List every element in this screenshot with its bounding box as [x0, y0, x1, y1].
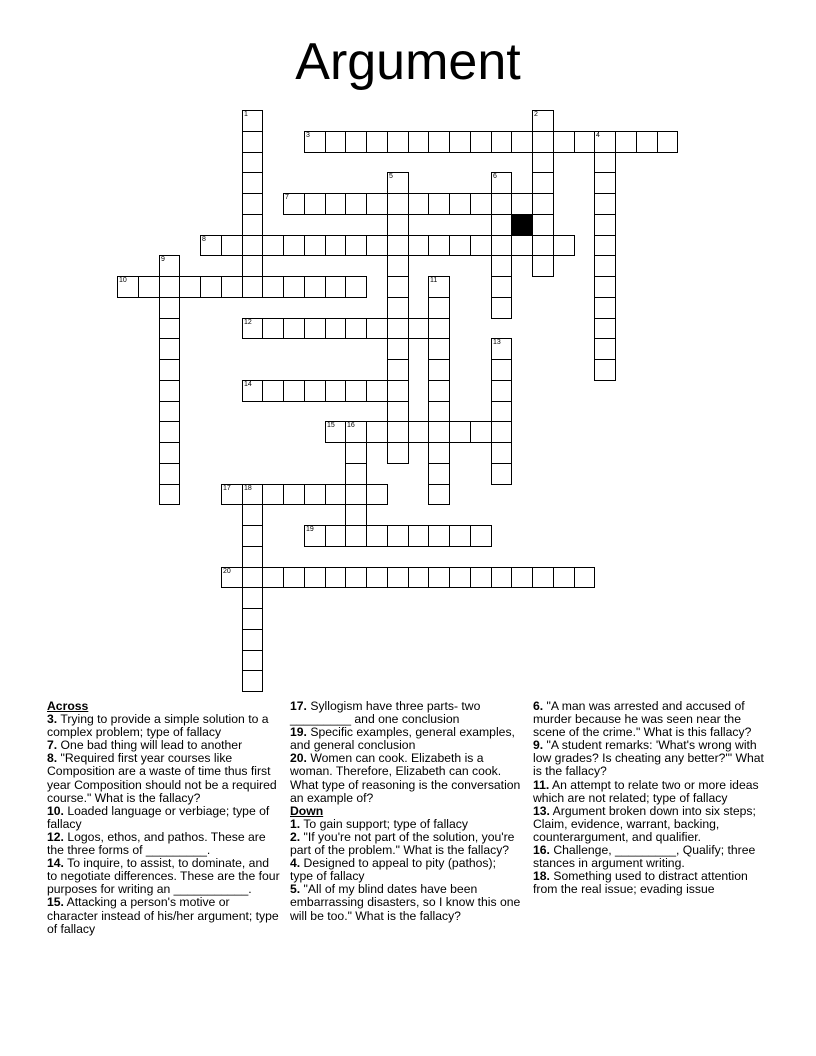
- clue-item: [533, 844, 771, 870]
- grid-cell[interactable]: [283, 380, 305, 402]
- grid-cell[interactable]: [325, 235, 346, 256]
- grid-cell[interactable]: [345, 276, 367, 298]
- grid-cell[interactable]: [491, 359, 512, 381]
- grid-cell[interactable]: [615, 131, 637, 153]
- across-heading: Across: [47, 699, 89, 713]
- clue-item: [290, 831, 522, 857]
- grid-cell[interactable]: [387, 421, 409, 443]
- grid-cell[interactable]: [428, 421, 450, 443]
- grid-cell[interactable]: [221, 567, 243, 588]
- clue-number: 19: [306, 526, 314, 533]
- clue-item-text: Women can cook. Elizabeth is a woman. Therefore, Elizabeth can cook. What type of reasoning is the conversation an example of?: [290, 751, 521, 805]
- grid-cell[interactable]: [491, 338, 512, 360]
- grid-cell[interactable]: [242, 546, 263, 568]
- grid-cell[interactable]: [594, 235, 616, 256]
- clue-item-text: Challenge, _________, Qualify; three stances in argument writing.: [533, 843, 756, 871]
- clue-item: [47, 805, 280, 831]
- grid-cell[interactable]: [325, 131, 346, 153]
- black-square: [511, 214, 533, 236]
- clue-number: 1: [244, 111, 248, 118]
- clue-item-number: 7.: [47, 738, 58, 753]
- grid-cell[interactable]: [491, 193, 512, 215]
- clue-number: 12: [244, 319, 252, 326]
- clue-item: [290, 752, 522, 804]
- grid-cell[interactable]: [159, 401, 180, 422]
- grid-cell[interactable]: [553, 235, 575, 256]
- grid-cell[interactable]: [594, 338, 616, 360]
- grid-cell[interactable]: [221, 276, 243, 298]
- grid-cell[interactable]: [657, 131, 678, 153]
- clue-item: [290, 883, 522, 922]
- clue-item-text: To inquire, to assist, to dominate, and to negotiate differences. These are the four purposes for writing an ___________.: [47, 856, 280, 897]
- clue-item-text: Loaded language or verbiage; type of fallacy: [47, 803, 270, 831]
- grid-cell[interactable]: [262, 276, 284, 298]
- grid-cell[interactable]: [428, 442, 450, 464]
- clue-number: 16: [347, 422, 355, 429]
- grid-cell[interactable]: [345, 318, 367, 339]
- puzzle-title: Argument: [295, 33, 521, 91]
- clue-item: [47, 896, 280, 935]
- grid-cell[interactable]: [387, 567, 409, 588]
- grid-cell[interactable]: [262, 567, 284, 588]
- grid-cell[interactable]: [428, 338, 450, 360]
- grid-cell[interactable]: [491, 172, 512, 194]
- grid-cell[interactable]: [428, 380, 450, 402]
- grid-cell[interactable]: [325, 193, 346, 215]
- clue-item: [47, 857, 280, 896]
- clue-number: 14: [244, 381, 252, 388]
- grid-cell[interactable]: [491, 214, 512, 236]
- clue-number: 15: [327, 422, 335, 429]
- clue-item: [47, 713, 280, 739]
- grid-cell[interactable]: [242, 629, 263, 651]
- grid-cell[interactable]: [387, 214, 409, 236]
- grid-cell[interactable]: [242, 193, 263, 215]
- clue-item-number: 4.: [290, 856, 301, 871]
- grid-cell[interactable]: [159, 484, 180, 505]
- grid-cell[interactable]: [532, 214, 554, 236]
- grid-cell[interactable]: [304, 235, 326, 256]
- clue-number: 11: [430, 277, 438, 284]
- grid-cell[interactable]: [283, 318, 305, 339]
- clue-item-number: 9.: [533, 738, 544, 753]
- grid-cell[interactable]: [532, 235, 554, 256]
- grid-cell[interactable]: [532, 152, 554, 173]
- grid-cell[interactable]: [449, 235, 471, 256]
- grid-cell[interactable]: [574, 131, 595, 153]
- grid-cell[interactable]: [304, 380, 326, 402]
- grid-cell[interactable]: [428, 359, 450, 381]
- grid-cell[interactable]: [387, 172, 409, 194]
- clue-item-number: 10.: [47, 803, 64, 818]
- grid-cell[interactable]: [304, 525, 326, 547]
- grid-cell[interactable]: [242, 276, 263, 298]
- clue-number: 3: [306, 132, 310, 139]
- grid-cell[interactable]: [242, 110, 263, 132]
- grid-cell[interactable]: [387, 380, 409, 402]
- grid-cell[interactable]: [159, 297, 180, 319]
- clue-item: [290, 700, 522, 726]
- grid-cell[interactable]: [325, 421, 346, 443]
- grid-cell[interactable]: [428, 193, 450, 215]
- clue-item-number: 2.: [290, 829, 301, 844]
- grid-cell[interactable]: [283, 276, 305, 298]
- grid-cell[interactable]: [325, 380, 346, 402]
- clue-number: 8: [202, 236, 206, 243]
- grid-cell[interactable]: [159, 318, 180, 339]
- grid-cell[interactable]: [221, 235, 243, 256]
- clue-item-number: 12.: [47, 829, 64, 844]
- grid-cell[interactable]: [491, 380, 512, 402]
- grid-cell[interactable]: [242, 608, 263, 630]
- grid-cell[interactable]: [242, 504, 263, 526]
- grid-cell[interactable]: [491, 567, 512, 588]
- grid-cell[interactable]: [138, 276, 160, 298]
- grid-cell[interactable]: [428, 484, 450, 505]
- grid-cell[interactable]: [262, 235, 284, 256]
- clue-item-number: 8.: [47, 751, 58, 766]
- clue-item-number: 13.: [533, 803, 550, 818]
- grid-cell[interactable]: [325, 525, 346, 547]
- grid-cell[interactable]: [366, 193, 388, 215]
- grid-cell[interactable]: [387, 338, 409, 360]
- clue-item-text: Specific examples, general examples, and general conclusion: [290, 725, 515, 753]
- grid-cell[interactable]: [366, 380, 388, 402]
- clue-item-number: 15.: [47, 895, 64, 910]
- grid-cell[interactable]: [491, 297, 512, 319]
- clue-item-number: 18.: [533, 869, 550, 884]
- grid-cell[interactable]: [594, 255, 616, 277]
- grid-cell[interactable]: [428, 297, 450, 319]
- grid-cell[interactable]: [366, 421, 388, 443]
- clue-item-text: "All of my blind dates have been embarrassing disasters, so I know this one will be too." What is the fallacy?: [290, 882, 521, 923]
- clue-item-text: Argument broken down into six steps; Claim, evidence, warrant, backing, counterargument, and qualifier.: [533, 803, 756, 844]
- grid-cell[interactable]: [345, 442, 367, 464]
- grid-cell[interactable]: [325, 276, 346, 298]
- grid-cell[interactable]: [428, 131, 450, 153]
- clue-item-text: One bad thing will lead to another: [57, 738, 243, 753]
- clue-item: [533, 870, 771, 896]
- grid-cell[interactable]: [304, 276, 326, 298]
- grid-cell[interactable]: [408, 318, 429, 339]
- grid-cell[interactable]: [345, 131, 367, 153]
- grid-cell[interactable]: [159, 338, 180, 360]
- grid-cell[interactable]: [387, 255, 409, 277]
- grid-cell[interactable]: [594, 276, 616, 298]
- grid-cell[interactable]: [532, 567, 554, 588]
- grid-cell[interactable]: [491, 235, 512, 256]
- grid-cell[interactable]: [574, 567, 595, 588]
- clue-item-number: 17.: [290, 699, 307, 713]
- clue-number: 10: [119, 277, 127, 284]
- grid-cell[interactable]: [262, 484, 284, 505]
- clue-item-text: Trying to provide a simple solution to a complex problem; type of fallacy: [47, 712, 269, 740]
- grid-cell[interactable]: [449, 525, 471, 547]
- clue-item-text: "A student remarks: 'What's wrong with low grades? Is cheating any better?'" What is the fallacy?: [533, 738, 764, 779]
- grid-cell[interactable]: [491, 255, 512, 277]
- clue-column-3: [533, 700, 771, 896]
- clue-item: [290, 726, 522, 752]
- grid-cell[interactable]: [159, 463, 180, 485]
- clue-item: [533, 739, 771, 778]
- grid-cell[interactable]: [345, 504, 367, 526]
- grid-cell[interactable]: [491, 276, 512, 298]
- grid-cell[interactable]: [449, 131, 471, 153]
- grid-cell[interactable]: [449, 421, 471, 443]
- grid-cell[interactable]: [345, 484, 367, 505]
- grid-cell[interactable]: [428, 235, 450, 256]
- clue-number: 17: [223, 485, 231, 492]
- grid-cell[interactable]: [408, 131, 429, 153]
- grid-cell[interactable]: [345, 525, 367, 547]
- grid-cell[interactable]: [532, 131, 554, 153]
- grid-cell[interactable]: [345, 380, 367, 402]
- grid-cell[interactable]: [387, 297, 409, 319]
- grid-cell[interactable]: [594, 297, 616, 319]
- grid-cell[interactable]: [387, 359, 409, 381]
- grid-cell[interactable]: [242, 525, 263, 547]
- clue-item-text: "If you're not part of the solution, you're part of the problem." What is the fallacy?: [290, 829, 515, 858]
- grid-cell[interactable]: [304, 131, 326, 153]
- clue-item-number: 6.: [533, 699, 544, 713]
- grid-cell[interactable]: [242, 131, 263, 153]
- grid-cell[interactable]: [283, 235, 305, 256]
- clue-item-number: 5.: [290, 882, 301, 897]
- grid-cell[interactable]: [283, 193, 305, 215]
- grid-cell[interactable]: [366, 318, 388, 339]
- clue-column-1: [47, 700, 280, 936]
- clue-item-number: 16.: [533, 843, 550, 858]
- grid-cell[interactable]: [345, 421, 367, 443]
- grid-cell[interactable]: [408, 525, 429, 547]
- grid-cell[interactable]: [532, 110, 554, 132]
- grid-cell[interactable]: [345, 463, 367, 485]
- grid-cell[interactable]: [428, 567, 450, 588]
- clue-item-text: Something used to distract attention from the real issue; evading issue: [533, 869, 748, 897]
- grid-cell[interactable]: [408, 421, 429, 443]
- grid-cell[interactable]: [470, 235, 492, 256]
- grid-cell[interactable]: [594, 193, 616, 215]
- clue-column-2: [290, 700, 522, 923]
- clue-item-text: Syllogism have three parts- two _________ and one conclusion: [290, 699, 481, 727]
- grid-cell[interactable]: [325, 484, 346, 505]
- down-heading: Down: [290, 803, 324, 818]
- clue-item-number: 19.: [290, 725, 307, 740]
- grid-cell[interactable]: [345, 235, 367, 256]
- clue-item-text: To gain support; type of fallacy: [300, 816, 468, 831]
- grid-cell[interactable]: [366, 525, 388, 547]
- grid-cell[interactable]: [242, 214, 263, 236]
- clue-item-text: "A man was arrested and accused of murder because he was seen near the scene of the crime." What is this fallacy?: [533, 699, 752, 740]
- grid-cell[interactable]: [511, 131, 533, 153]
- grid-cell[interactable]: [387, 193, 409, 215]
- grid-cell[interactable]: [491, 442, 512, 464]
- grid-cell[interactable]: [532, 255, 554, 277]
- grid-cell[interactable]: [594, 131, 616, 153]
- grid-cell[interactable]: [511, 193, 533, 215]
- grid-cell[interactable]: [366, 235, 388, 256]
- grid-cell[interactable]: [387, 235, 409, 256]
- grid-cell[interactable]: [470, 567, 492, 588]
- clue-number: 13: [493, 339, 501, 346]
- grid-cell[interactable]: [159, 421, 180, 443]
- grid-cell[interactable]: [428, 525, 450, 547]
- grid-cell[interactable]: [387, 276, 409, 298]
- clue-item-text: An attempt to relate two or more ideas which are not related; type of fallacy: [533, 777, 759, 805]
- grid-cell[interactable]: [491, 421, 512, 443]
- clue-item-number: 14.: [47, 856, 64, 871]
- grid-cell[interactable]: [200, 235, 222, 256]
- grid-cell[interactable]: [532, 193, 554, 215]
- grid-cell[interactable]: [594, 318, 616, 339]
- clue-number: 20: [223, 568, 231, 575]
- grid-cell[interactable]: [242, 318, 263, 339]
- clue-number: 7: [285, 194, 289, 201]
- grid-cell[interactable]: [117, 276, 139, 298]
- clue-item: [533, 700, 771, 739]
- grid-cell[interactable]: [387, 401, 409, 422]
- grid-cell[interactable]: [242, 255, 263, 277]
- grid-cell[interactable]: [366, 484, 388, 505]
- grid-cell[interactable]: [470, 131, 492, 153]
- grid-cell[interactable]: [408, 193, 429, 215]
- grid-cell[interactable]: [511, 567, 533, 588]
- grid-cell[interactable]: [428, 318, 450, 339]
- grid-cell[interactable]: [491, 401, 512, 422]
- grid-cell[interactable]: [242, 152, 263, 173]
- grid-cell[interactable]: [200, 276, 222, 298]
- grid-cell[interactable]: [262, 380, 284, 402]
- clue-number: 4: [596, 132, 600, 139]
- grid-cell[interactable]: [366, 131, 388, 153]
- grid-cell[interactable]: [387, 131, 409, 153]
- grid-cell[interactable]: [553, 567, 575, 588]
- clue-item-text: Logos, ethos, and pathos. These are the three forms of _________.: [47, 829, 266, 858]
- grid-cell[interactable]: [262, 318, 284, 339]
- grid-cell[interactable]: [242, 567, 263, 588]
- grid-cell[interactable]: [325, 567, 346, 588]
- clue-item-number: 1.: [290, 816, 301, 831]
- grid-cell[interactable]: [594, 359, 616, 381]
- grid-cell[interactable]: [428, 276, 450, 298]
- grid-cell[interactable]: [345, 193, 367, 215]
- clue-item-text: Attacking a person's motive or character instead of his/her argument; type of fallacy: [47, 895, 279, 936]
- grid-cell[interactable]: [470, 421, 492, 443]
- clue-item: [290, 857, 522, 883]
- grid-cell[interactable]: [304, 318, 326, 339]
- grid-cell[interactable]: [387, 318, 409, 339]
- clue-item: [533, 779, 771, 805]
- grid-cell[interactable]: [345, 567, 367, 588]
- clue-item: [47, 752, 280, 804]
- grid-cell[interactable]: [470, 193, 492, 215]
- clue-item-number: 11.: [533, 777, 550, 792]
- grid-cell[interactable]: [470, 525, 492, 547]
- grid-cell[interactable]: [428, 463, 450, 485]
- grid-cell[interactable]: [594, 214, 616, 236]
- grid-cell[interactable]: [221, 484, 243, 505]
- grid-cell[interactable]: [553, 131, 575, 153]
- grid-cell[interactable]: [449, 567, 471, 588]
- clue-number: 2: [534, 111, 538, 118]
- clue-item: [533, 805, 771, 844]
- grid-cell[interactable]: [325, 318, 346, 339]
- grid-cell[interactable]: [159, 442, 180, 464]
- grid-cell[interactable]: [511, 235, 533, 256]
- clue-item-text: Designed to appeal to pity (pathos); type of fallacy: [290, 856, 496, 884]
- grid-cell[interactable]: [387, 525, 409, 547]
- clue-item-number: 3.: [47, 712, 58, 727]
- grid-cell[interactable]: [242, 670, 263, 692]
- grid-cell[interactable]: [283, 567, 305, 588]
- grid-cell[interactable]: [408, 567, 429, 588]
- grid-cell[interactable]: [449, 193, 471, 215]
- grid-cell[interactable]: [366, 567, 388, 588]
- grid-cell[interactable]: [594, 172, 616, 194]
- grid-cell[interactable]: [242, 587, 263, 609]
- grid-cell[interactable]: [159, 380, 180, 402]
- clue-number: 18: [244, 485, 252, 492]
- grid-cell[interactable]: [283, 484, 305, 505]
- grid-cell[interactable]: [304, 484, 326, 505]
- grid-cell[interactable]: [159, 359, 180, 381]
- grid-cell[interactable]: [387, 442, 409, 464]
- grid-cell[interactable]: [636, 131, 658, 153]
- grid-cell[interactable]: [179, 276, 201, 298]
- clue-item: [47, 831, 280, 857]
- grid-cell[interactable]: [159, 255, 180, 277]
- grid-cell[interactable]: [491, 131, 512, 153]
- clue-item-number: 20.: [290, 751, 307, 766]
- grid-cell[interactable]: [428, 401, 450, 422]
- grid-cell[interactable]: [159, 276, 180, 298]
- clue-number: 6: [493, 173, 497, 180]
- grid-cell[interactable]: [304, 193, 326, 215]
- grid-cell[interactable]: [242, 484, 263, 505]
- clue-number: 5: [389, 173, 393, 180]
- grid-cell[interactable]: [242, 380, 263, 402]
- clue-item-text: "Required first year courses like Composition are a waste of time thus first year Composition should not be a required course." What is the fallacy?: [47, 751, 277, 805]
- grid-cell[interactable]: [408, 235, 429, 256]
- grid-cell[interactable]: [491, 463, 512, 485]
- grid-cell[interactable]: [594, 152, 616, 173]
- grid-cell[interactable]: [304, 567, 326, 588]
- grid-cell[interactable]: [242, 650, 263, 671]
- clue-number: 9: [161, 256, 165, 263]
- grid-cell[interactable]: [532, 172, 554, 194]
- grid-cell[interactable]: [242, 235, 263, 256]
- grid-cell[interactable]: [242, 172, 263, 194]
